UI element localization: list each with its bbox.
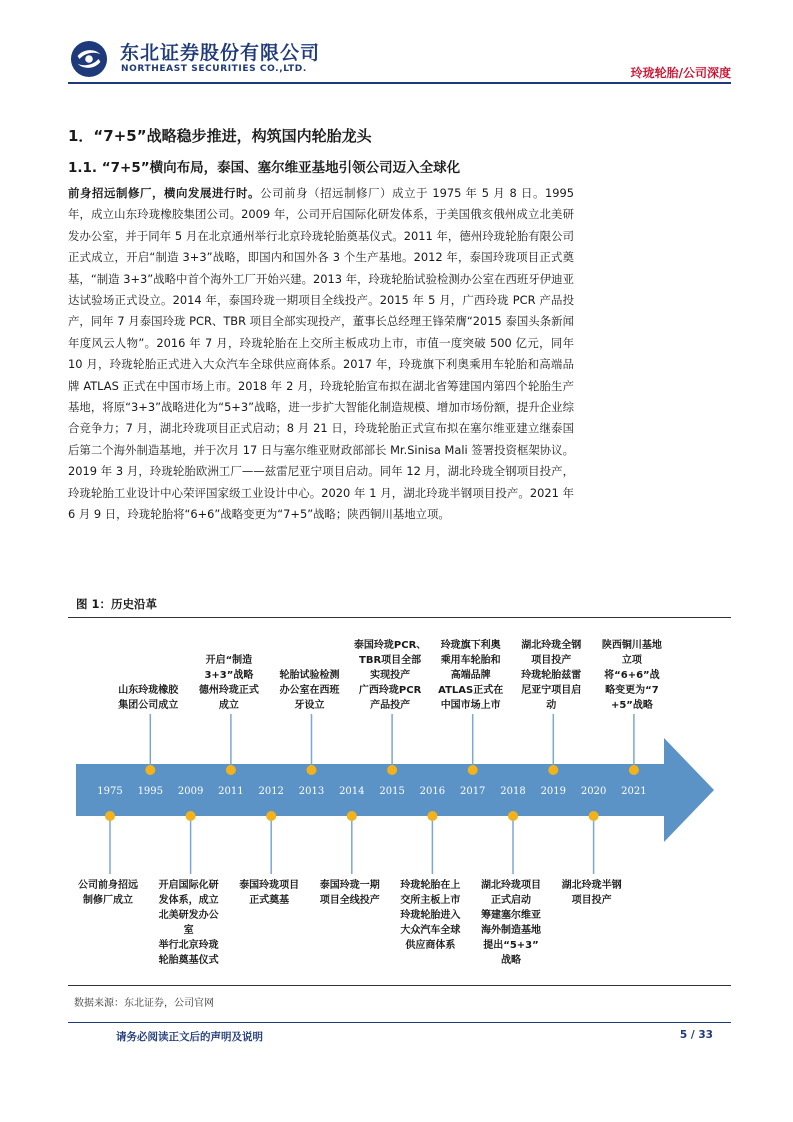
event-text-line: 玲珑轮胎兹雷: [521, 670, 582, 681]
event-text-line: 提出“5+3”: [483, 940, 539, 951]
subsection-heading: 1.1. “7+5”横向布局，泰国、塞尔维亚基地引领公司迈入全球化: [68, 160, 461, 176]
event-text-line: 制修厂成立: [83, 895, 133, 906]
body-paragraph: [68, 183, 574, 526]
event-text-line: 玲珑旗下利奥: [440, 640, 501, 651]
event-text-line: 发体系，成立: [158, 895, 219, 906]
timeline-marker: [307, 765, 317, 775]
paragraph-body: 公司前身（招远制修厂）成立于 1975 年 5 月 8 日。1995 年，成立山东玲珑橡胶集团公司。2009 年，公司开启国际化研发体系，于美国俄亥俄州成立北美研发办公室，并于同年 5 月在北京通州举行北京玲珑轮胎奠基仪式。2011 年，德州玲珑轮胎有限公司正式成立，开启“制造 3+3”战略，即国内和国外各 3 个生产基地。2012 年，泰国玲珑项目正式奠基，“制造 3+3”战略中首个海外工厂开始兴建。2013 年，玲珑轮胎试验检测办公室在西班牙伊迪亚达试验场正式设立。2014 年，泰国玲珑一期项目全线投产。2015 年 5 月，广西玲珑 PCR 产品投产，同年 7 月泰国玲珑 PCR、TBR 项目全部实现投产，董事长总经理王锋荣膺“2015 泰国头条新闻年度风云人物”。2016 年 7 月，玲珑轮胎在上交所主板成功上市，市值一度突破 500 亿元，同年 10 月，玲珑轮胎正式进入大众汽车全球供应商体系。2017 年，玲珑旗下利奥乘用车轮胎和高端品牌 ATLAS 正式在中国市场上市。2018 年 2 月，玲珑轮胎宣布拟在湖北省筹建国内第四个轮胎生产基地，将原“3+3”战略进化为“5+3”战略，进一步扩大智能化制造规模、增加市场份额，提升企业综合竞争力；7 月，湖北玲珑项目正式启动；8 月 21 日，玲珑轮胎正式宣布拟在塞尔维亚建立继泰国后第二个海外制造基地，并于次月 17 日与塞尔维亚财政部部长 Mr.Sinisa Mali 签署投资框架协议。2019 年 3 月，玲珑轮胎欧洲工厂——兹雷尼亚宁项目启动。同年 12 月，湖北玲珑全钢项目投产，玲珑轮胎工业设计中心荣评国家级工业设计中心。2020 年 1 月，湖北玲珑半钢项目投产。2021 年 6 月 9 日，玲珑轮胎将“6+6”战略变更为“7+5”战略；陕西铜川基地立项。: [68, 186, 574, 522]
event-text-line: 正式奠基: [249, 895, 290, 906]
event-text-line: 交所主板上市: [400, 895, 461, 906]
figure-source: 数据来源：东北证券，公司官网: [74, 998, 214, 1009]
event-text-line: 轮胎奠基仪式: [158, 955, 219, 966]
event-text-line: 湖北玲珑项目: [481, 880, 541, 891]
event-text-line: 将“6+6”战: [604, 670, 660, 681]
company-name-en: NORTHEAST SECURITIES CO.,LTD.: [121, 64, 307, 74]
year-label: 2016: [419, 786, 446, 797]
event-text-line: 项目投产: [571, 895, 612, 906]
year-label: 2018: [500, 786, 526, 797]
timeline-marker: [387, 765, 397, 775]
event-text-line: 海外制造基地: [481, 925, 541, 936]
year-label: 1995: [137, 786, 164, 797]
company-name-cn: 东北证券股份有限公司: [120, 42, 321, 64]
event-text-line: 成立: [218, 700, 239, 711]
event-text-line: 供应商体系: [405, 940, 456, 951]
section-heading: 1．“7+5”战略稳步推进，构筑国内轮胎龙头: [68, 127, 372, 145]
event-text-line: 陕西铜川基地: [601, 640, 662, 651]
event-text-line: 公司前身招远: [78, 880, 138, 891]
event-text-line: 大众汽车全球: [400, 925, 461, 936]
year-label: 2014: [339, 786, 365, 797]
event-text-line: 开启国际化研: [158, 880, 219, 891]
year-label: 2013: [298, 786, 325, 797]
event-text-line: +5”战略: [610, 700, 653, 711]
event-text-line: 项目投产: [531, 655, 572, 666]
event-text-line: 玲珑轮胎在上: [400, 880, 461, 891]
event-text-line: 集团公司成立: [118, 700, 179, 711]
timeline-marker: [186, 811, 196, 821]
year-label: 1975: [97, 786, 123, 797]
timeline-marker: [266, 811, 276, 821]
year-label: 2017: [459, 786, 486, 797]
event-text-line: 泰国玲珑一期: [319, 880, 380, 891]
event-text-line: 筹建塞尔维亚: [481, 910, 541, 921]
year-label: 2015: [379, 786, 405, 797]
figure-bottom-rule: [68, 985, 731, 986]
timeline-marker: [427, 811, 437, 821]
timeline-marker: [508, 811, 518, 821]
timeline-marker: [589, 811, 599, 821]
event-text-line: 中国市场上市: [440, 700, 501, 711]
page-number: 5 / 33: [679, 1029, 713, 1041]
event-text-line: 湖北玲珑半钢: [561, 880, 622, 891]
event-text-line: 略变更为“7: [605, 685, 659, 696]
year-label: 2012: [258, 786, 284, 797]
header-divider: [68, 82, 731, 84]
event-text-line: 开启“制造: [205, 655, 253, 666]
timeline-figure: [68, 620, 731, 982]
year-label: 2021: [621, 786, 647, 797]
event-text-line: 广西玲珑PCR: [358, 685, 422, 696]
event-text-line: 泰国玲珑项目: [239, 880, 300, 891]
event-text-line: 产品投产: [370, 700, 411, 711]
event-text-line: 乘用车轮胎和: [440, 655, 501, 666]
timeline-marker: [347, 811, 357, 821]
year-label: 2020: [580, 786, 607, 797]
event-text-line: 高端品牌: [450, 670, 491, 681]
event-text-line: 举行北京玲珑: [158, 940, 219, 951]
timeline-marker: [145, 765, 155, 775]
event-text-line: 立项: [621, 655, 642, 666]
event-text-line: 正式启动: [491, 895, 531, 906]
event-text-line: 牙设立: [294, 700, 325, 711]
timeline-marker: [468, 765, 478, 775]
event-text-line: 项目全线投产: [319, 895, 380, 906]
year-label: 2011: [218, 786, 244, 797]
footer-disclaimer: 请务必阅读正文后的声明及说明: [116, 1031, 263, 1043]
event-text-line: 实现投产: [370, 670, 411, 681]
event-text-line: 德州玲珑正式: [198, 685, 259, 696]
event-text-line: 轮胎试验检测: [279, 670, 340, 681]
figure-title-row: [68, 596, 731, 614]
timeline-marker: [629, 765, 639, 775]
paragraph-lead: 前身招远制修厂，横向发展进行时。: [68, 186, 261, 200]
figure-title: 图 1：历史沿革: [76, 597, 158, 611]
event-text-line: 室: [183, 925, 194, 936]
report-tag: 玲珑轮胎/公司深度: [630, 66, 731, 80]
event-text-line: 办公室在西班: [279, 685, 340, 696]
company-logo-icon: [70, 40, 108, 78]
event-text-line: ATLAS正式在: [438, 685, 504, 696]
event-text-line: 山东玲珑橡胶: [118, 685, 179, 696]
year-label: 2009: [177, 786, 204, 797]
event-text-line: TBR项目全部: [359, 655, 422, 666]
timeline-marker: [105, 811, 115, 821]
event-text-line: 湖北玲珑全钢: [521, 640, 582, 651]
timeline-marker: [548, 765, 558, 775]
event-text-line: 战略: [501, 955, 521, 966]
year-label: 2019: [540, 786, 567, 797]
event-text-line: 玲珑轮胎进入: [400, 910, 461, 921]
figure-top-rule: [68, 617, 731, 618]
footer-divider: [68, 1022, 731, 1023]
event-text-line: 泰国玲珑PCR、: [353, 640, 427, 651]
event-text-line: 动: [546, 700, 557, 711]
event-text-line: 3+3”战略: [204, 670, 254, 681]
event-text-line: 北美研发办公: [158, 910, 219, 921]
event-text-line: 尼亚宁项目启: [521, 685, 582, 696]
timeline-marker: [226, 765, 236, 775]
